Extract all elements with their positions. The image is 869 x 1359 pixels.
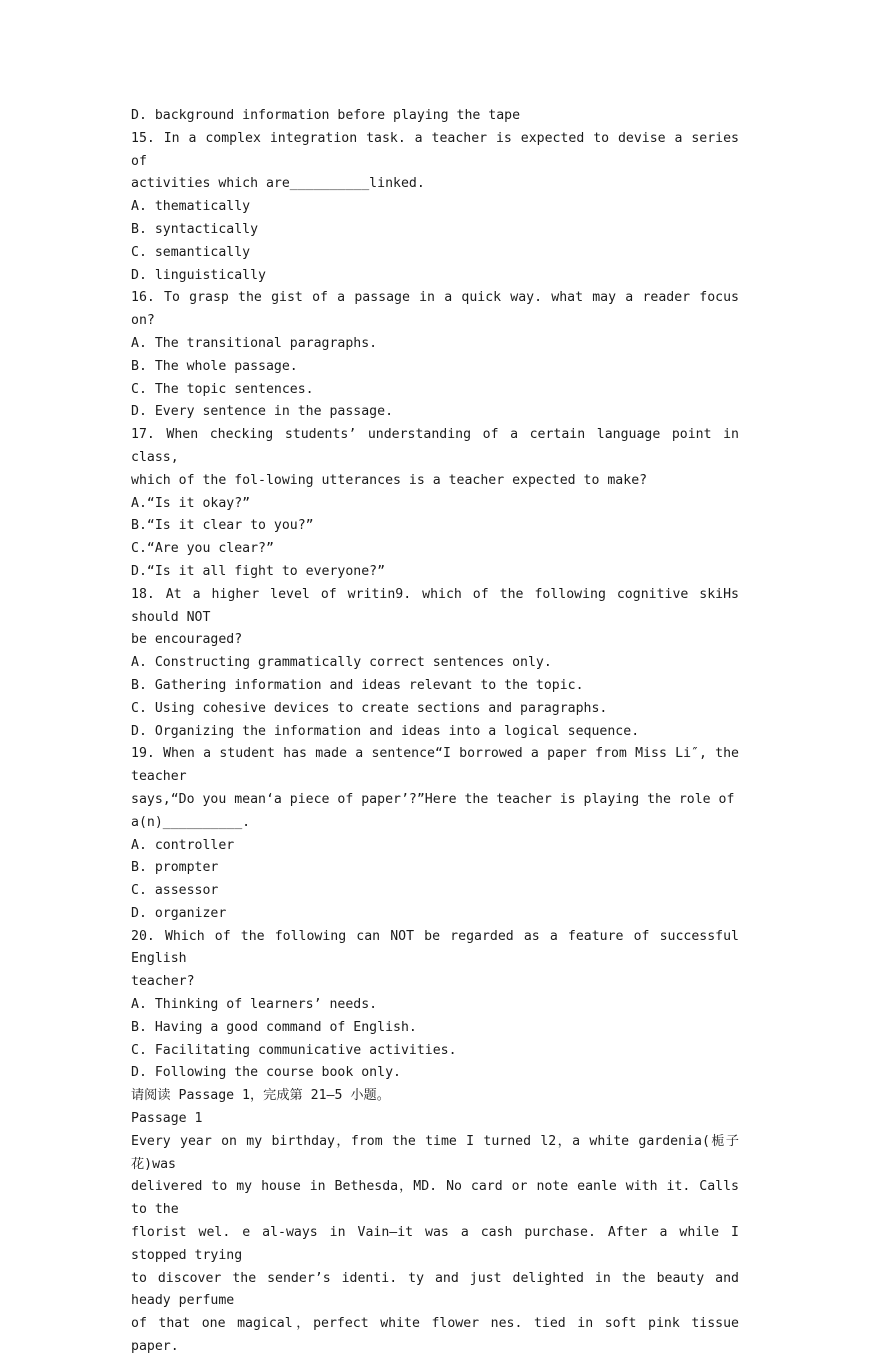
question-20-stem: 20. Which of the following can NOT be regarded as a feature of successful English — [131, 928, 747, 967]
question-19-stem-end: a(n)__________. — [131, 814, 251, 830]
document-page — [131, 105, 747, 1359]
option-a: A. The transitional paragraphs. — [131, 335, 378, 351]
question-17-stem: 17. When checking students’ understanding of a certain language point in class, — [131, 427, 747, 465]
option-d: D. organizer — [131, 905, 227, 921]
option-c: C. Using cohesive devices to create sections and paragraphs. — [131, 700, 608, 716]
option-a: A. thematically — [131, 199, 251, 215]
option-b: B. syntactically — [131, 221, 259, 237]
option-a: A.“Is it okay?” — [131, 495, 251, 511]
option-c: C. The topic sentences. — [131, 381, 314, 397]
option-c: C. assessor — [131, 883, 219, 899]
question-16-stem: 16. To grasp the gist of a passage in a quick way. what may a reader focus on? — [131, 290, 747, 329]
option-a: A. Thinking of learners’ needs. — [131, 997, 378, 1013]
question-18-stem: 18. At a higher level of writin9. which of the following cognitive skiHs should NOT — [131, 586, 747, 625]
reading-instruction: 请阅读 Passage 1，完成第 21—5 小题。 — [131, 1088, 390, 1104]
question-18-stem-cont: be encouraged? — [131, 632, 243, 648]
option-b: B. prompter — [131, 860, 219, 876]
question-17-stem-cont: which of the fol-lowing utterances is a teacher expected to make? — [131, 472, 648, 488]
passage-title: Passage 1 — [131, 1111, 203, 1127]
passage-line: to discover the sender’s identi. ty and just delighted in the beauty and heady perfume — [131, 1270, 747, 1309]
option-d: D. Every sentence in the passage. — [131, 404, 394, 420]
question-19-stem-cont: says,“Do you mean‘a piece of paper’?”Here the teacher is playing the role of — [131, 791, 735, 807]
option-c: C.“Are you clear?” — [131, 541, 274, 557]
passage-line: florist wel. e al-ways in Vain—it was a cash purchase. After a while I stopped trying — [131, 1225, 747, 1263]
option-b: B.“Is it clear to you?” — [131, 518, 314, 534]
option-b: B. Having a good command of English. — [131, 1019, 417, 1035]
option-c: C. semantically — [131, 244, 251, 260]
option-a: A. Constructing grammatically correct sentences only. — [131, 655, 552, 671]
passage-line: delivered to my house in Bethesda，MD. No card or note eanle with it. Calls to the — [131, 1179, 747, 1218]
option-d: D. Following the course book only. — [131, 1065, 401, 1081]
option-d: D.“Is it all fight to everyone?” — [131, 563, 386, 579]
option-a: A. controller — [131, 837, 235, 853]
question-15-stem-cont: activities which are__________linked. — [131, 176, 425, 192]
option-d: D. Organizing the information and ideas into a logical sequence. — [131, 723, 640, 739]
question-15-stem: 15. In a complex integration task. a teacher is expected to devise a series of — [131, 130, 747, 169]
passage-line: Every year on my birthday，from the time I turned l2，a white gardenia(栀子花)was — [131, 1133, 739, 1172]
option-c: C. Facilitating communicative activities. — [131, 1042, 457, 1058]
option-d: D. linguistically — [131, 267, 266, 283]
question-19-stem: 19. When a student has made a sentence“I borrowed a paper from Miss Li″, the teacher — [131, 746, 747, 785]
question-20-stem-cont: teacher? — [131, 974, 195, 990]
option-b: B. Gathering information and ideas relevant to the topic. — [131, 677, 584, 693]
option-b: B. The whole passage. — [131, 358, 298, 374]
passage-line: of that one magical，perfect white flower nes. tied in soft pink tissue paper. — [131, 1316, 747, 1355]
text-line: D. background information before playing the tape — [131, 108, 521, 123]
